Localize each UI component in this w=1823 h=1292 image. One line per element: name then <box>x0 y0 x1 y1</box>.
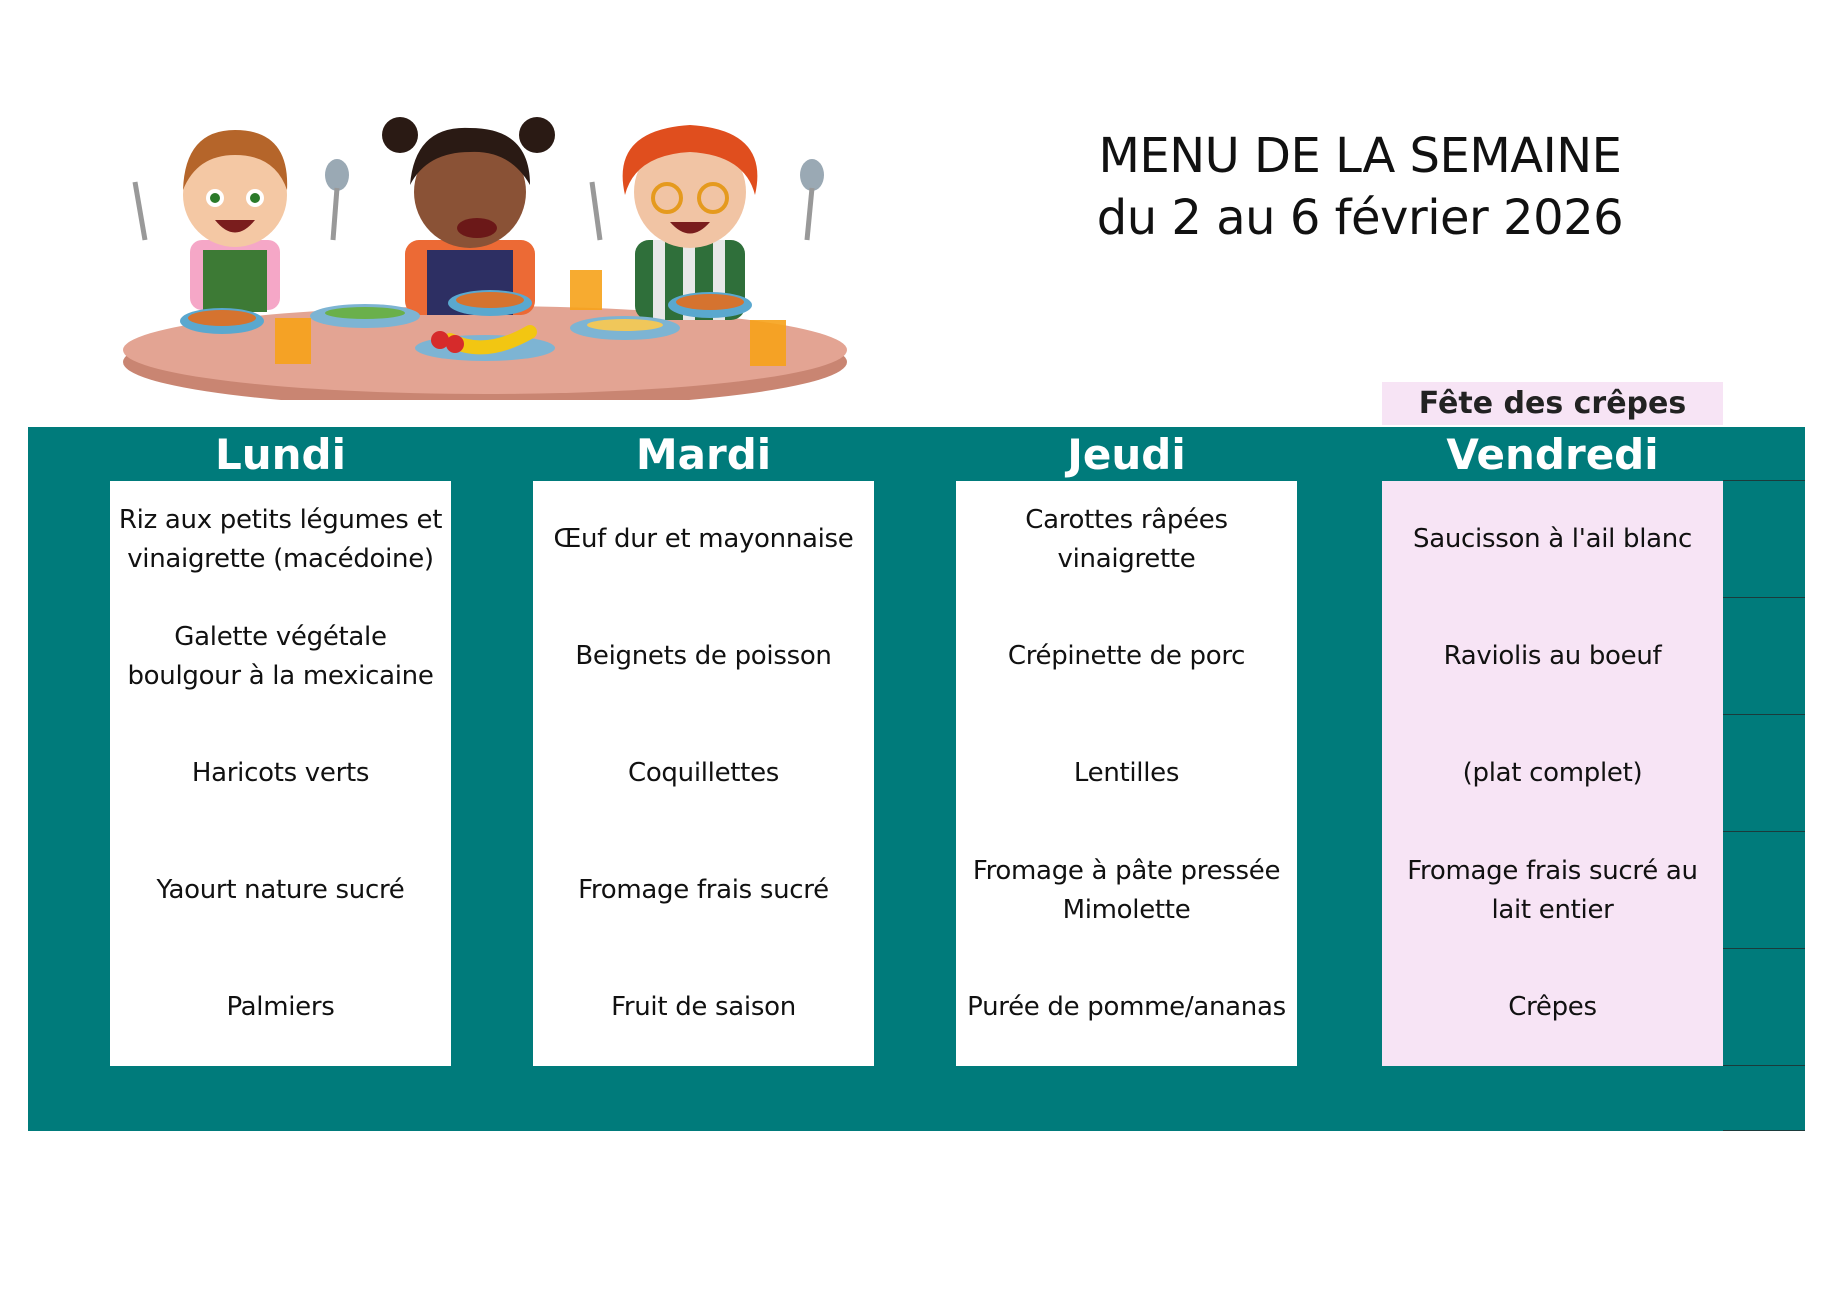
menu-item: Coquillettes <box>627 758 780 788</box>
day-column-lundi <box>110 481 451 1066</box>
day-header-mardi: Mardi <box>635 430 772 479</box>
menu-item: Yaourt nature sucré <box>156 875 405 905</box>
menu-item: Œuf dur et mayonnaise <box>553 524 854 554</box>
menu-item: Saucisson à l'ail blanc <box>1413 524 1692 554</box>
day-header-vendredi: Vendredi <box>1446 430 1659 479</box>
children-eating-illustration <box>105 100 865 400</box>
menu-item: Fromage à pâte pressée Mimolette <box>972 855 1281 925</box>
menu-item: Crépinette de porc <box>1007 641 1246 671</box>
menu-item: Raviolis au boeuf <box>1443 641 1662 671</box>
day-header-lundi: Lundi <box>214 430 347 479</box>
day-column-mardi <box>533 481 874 1066</box>
menu-item: Fromage frais sucré <box>578 875 829 905</box>
row-divider <box>1723 1130 1805 1131</box>
gutter <box>874 481 956 1066</box>
gutter <box>1297 481 1382 1066</box>
gutter <box>451 481 533 1066</box>
menu-item: Carottes râpées vinaigrette <box>1025 504 1228 574</box>
row-divider <box>1723 714 1805 715</box>
day-column-jeudi <box>956 481 1297 1066</box>
menu-item: Purée de pomme/ananas <box>967 992 1286 1022</box>
day-header-jeudi: Jeudi <box>1067 430 1186 479</box>
day-column-vendredi <box>1382 481 1723 1066</box>
menu-item: Lentilles <box>1073 758 1180 788</box>
menu-item: (plat complet) <box>1462 758 1643 788</box>
event-tag: Fête des crêpes <box>1382 382 1723 425</box>
row-divider <box>1723 948 1805 949</box>
page-subtitle: du 2 au 6 février 2026 <box>1096 190 1624 246</box>
menu-item: Fruit de saison <box>611 992 796 1022</box>
row-divider <box>1723 597 1805 598</box>
menu-item: Palmiers <box>226 992 335 1022</box>
menu-item: Crêpes <box>1508 992 1597 1022</box>
gutter <box>1723 481 1805 1066</box>
gutter <box>28 481 110 1066</box>
row-divider <box>1723 831 1805 832</box>
title-block <box>1040 125 1680 249</box>
menu-item: Galette végétale boulgour à la mexicaine <box>127 621 434 691</box>
row-divider <box>1723 480 1805 481</box>
page-title: MENU DE LA SEMAINE <box>1098 128 1622 184</box>
menu-item: Haricots verts <box>191 758 370 788</box>
menu-item: Riz aux petits légumes et vinaigrette (macédoine) <box>118 504 443 574</box>
row-divider <box>1723 1065 1805 1066</box>
menu-item: Fromage frais sucré au lait entier <box>1407 855 1698 925</box>
footer-band <box>28 1066 1805 1131</box>
menu-item: Beignets de poisson <box>575 641 832 671</box>
